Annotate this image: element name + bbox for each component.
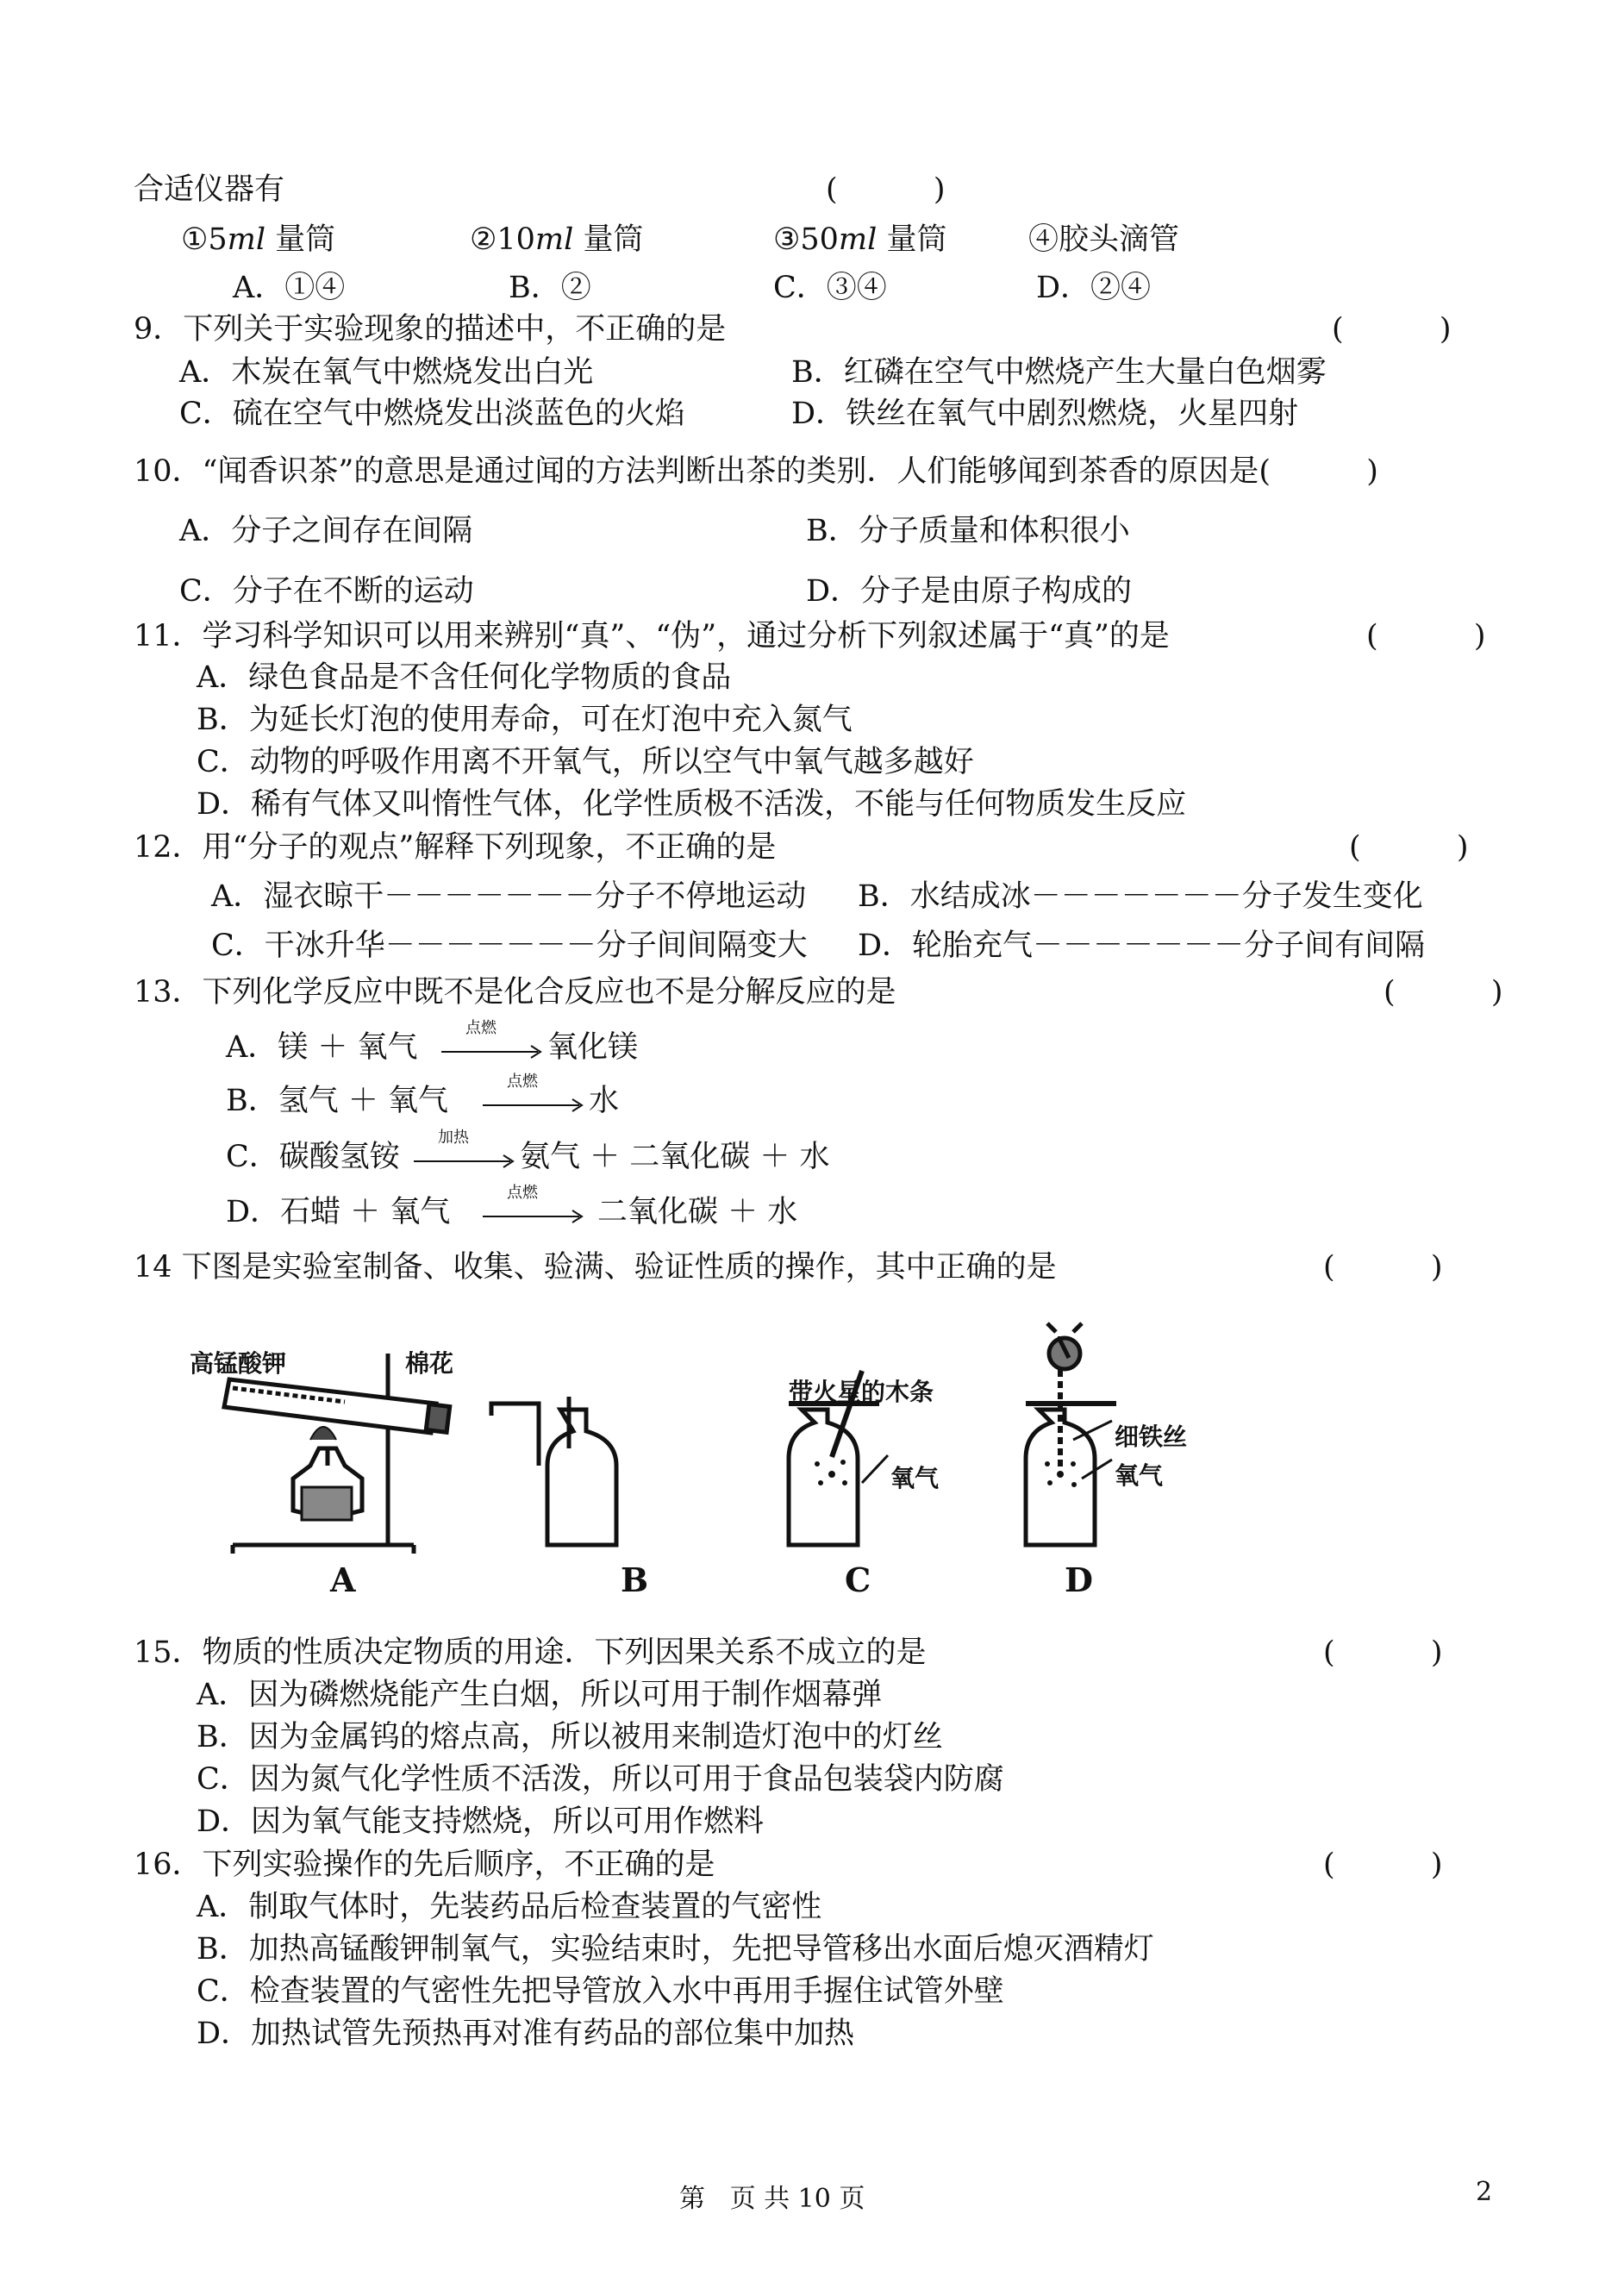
label-potassium-permanganate: 高锰酸钾 xyxy=(190,1349,287,1378)
q12-option-b: B．水结成冰－－－－－－－分子发生变化 xyxy=(858,879,1423,914)
figure-letter-d: D xyxy=(1065,1560,1093,1599)
q11-answer-paren: ( ) xyxy=(1366,619,1486,653)
label-oxygen-c: 氧气 xyxy=(890,1464,940,1492)
q11-stem: 11．学习科学知识可以用来辨别“真”、“伪”，通过分析下列叙述属于“真”的是 xyxy=(134,619,1170,653)
q13-option-c-reactants: C．碳酸氢铵 xyxy=(226,1140,400,1174)
q16-option-a: A．制取气体时，先装药品后检查装置的气密性 xyxy=(197,1890,822,1924)
q12-option-a: A．湿衣晾干－－－－－－－分子不停地运动 xyxy=(211,879,807,914)
q8-instrument-2: ②10ml 量筒 xyxy=(470,222,644,257)
q8-answer-paren: ( ) xyxy=(826,172,946,207)
q13-option-a-condition: 点燃 xyxy=(465,1019,497,1037)
q9-answer-paren: ( ) xyxy=(1332,312,1452,347)
q11-option-d: D．稀有气体又叫惰性气体，化学性质极不活泼，不能与任何物质发生反应 xyxy=(197,787,1187,822)
q12-option-c: C．干冰升华－－－－－－－分子间间隔变大 xyxy=(211,929,808,963)
q13-option-c-arrow xyxy=(414,1129,517,1170)
q13-option-b-condition: 点燃 xyxy=(507,1072,538,1091)
q8-option-d: D．②④ xyxy=(1036,271,1152,305)
q9-option-b: B．红磷在空气中燃烧产生大量白色烟雾 xyxy=(791,355,1327,390)
q8-option-b: B．② xyxy=(509,271,591,305)
q13-option-a-reactants: A．镁 ＋ 氧气 xyxy=(226,1030,418,1065)
q9-option-a: A．木炭在氧气中燃烧发出白光 xyxy=(179,355,594,390)
q9-stem: 9．下列关于实验现象的描述中，不正确的是 xyxy=(134,312,727,347)
q15-option-b: B．因为金属钨的熔点高，所以被用来制造灯泡中的灯丝 xyxy=(197,1720,943,1754)
figure-letter-a: A xyxy=(330,1560,356,1599)
q8-stem-tail: 合适仪器有 xyxy=(134,172,285,207)
figure-letter-c: C xyxy=(845,1560,871,1599)
q13-option-b-product: 水 xyxy=(589,1084,620,1118)
q9-option-d: D．铁丝在氧气中剧烈燃烧，火星四射 xyxy=(791,397,1299,431)
q15-option-a: A．因为磷燃烧能产生白烟，所以可用于制作烟幕弹 xyxy=(197,1678,883,1712)
q13-option-d-reactants: D．石蜡 ＋ 氧气 xyxy=(226,1195,451,1229)
label-glowing-splint: 带火星的木条 xyxy=(789,1378,934,1406)
q13-answer-paren: ( ) xyxy=(1384,975,1503,1010)
q16-option-b: B．加热高锰酸钾制氧气，实验结束时，先把导管移出水面后熄灭酒精灯 xyxy=(197,1932,1154,1967)
q13-option-d-arrow xyxy=(483,1184,586,1225)
q11-option-b: B．为延长灯泡的使用寿命，可在灯泡中充入氮气 xyxy=(197,703,853,737)
q16-option-d: D．加热试管先预热再对准有药品的部位集中加热 xyxy=(197,2017,855,2051)
q13-option-b-reactants: B．氢气 ＋ 氧气 xyxy=(226,1084,448,1118)
q10-stem: 10．“闻香识茶”的意思是通过闻的方法判断出茶的类别．人们能够闻到茶香的原因是( ) xyxy=(134,454,1378,489)
q10-option-a: A．分子之间存在间隔 xyxy=(179,514,473,548)
q11-option-a: A．绿色食品是不含任何化学物质的食品 xyxy=(197,660,732,695)
q8-instrument-3: ③50ml 量筒 xyxy=(773,222,947,257)
q14-stem: 14 下图是实验室制备、收集、验满、验证性质的操作，其中正确的是 xyxy=(134,1250,1057,1285)
q16-stem: 16．下列实验操作的先后顺序，不正确的是 xyxy=(134,1848,715,1882)
label-cotton: 棉花 xyxy=(405,1349,454,1378)
q15-option-d: D．因为氧气能支持燃烧，所以可用作燃料 xyxy=(197,1804,765,1839)
footer-page-number: 2 xyxy=(1476,2177,1493,2207)
q11-option-c: C．动物的呼吸作用离不开氧气，所以空气中氧气越多越好 xyxy=(197,745,974,779)
q8-option-c: C．③④ xyxy=(773,271,887,305)
q15-stem: 15．物质的性质决定物质的用途．下列因果关系不成立的是 xyxy=(134,1635,927,1670)
q12-answer-paren: ( ) xyxy=(1349,830,1469,865)
q13-option-d-products: 二氧化碳 ＋ 水 xyxy=(597,1195,798,1229)
q13-option-c-products: 氨气 ＋ 二氧化碳 ＋ 水 xyxy=(520,1140,830,1174)
q16-answer-paren: ( ) xyxy=(1323,1848,1443,1882)
q13-option-b-arrow xyxy=(483,1072,586,1114)
q10-option-c: C．分子在不断的运动 xyxy=(179,574,474,609)
q13-option-c-condition: 加热 xyxy=(438,1129,469,1147)
q15-answer-paren: ( ) xyxy=(1323,1635,1443,1670)
label-fine-iron-wire: 细铁丝 xyxy=(1115,1423,1188,1451)
q12-stem: 12．用“分子的观点”解释下列现象，不正确的是 xyxy=(134,830,777,865)
q13-option-a-arrow xyxy=(441,1019,545,1060)
q13-option-d-condition: 点燃 xyxy=(507,1184,538,1202)
q13-stem: 13．下列化学反应中既不是化合反应也不是分解反应的是 xyxy=(134,975,896,1010)
q10-option-d: D．分子是由原子构成的 xyxy=(806,574,1133,609)
q8-option-a: A．①④ xyxy=(233,271,346,305)
figure-letter-b: B xyxy=(621,1560,649,1599)
q9-option-c: C．硫在空气中燃烧发出淡蓝色的火焰 xyxy=(179,397,685,431)
q13-option-a-product: 氧化镁 xyxy=(547,1030,639,1065)
q8-instrument-4: ④胶头滴管 xyxy=(1028,222,1180,257)
q14-apparatus-figure xyxy=(172,1319,1267,1604)
label-oxygen-d: 氧气 xyxy=(1115,1461,1164,1490)
q10-option-b: B．分子质量和体积很小 xyxy=(806,514,1130,548)
footer-page-info: 第 页 共 10 页 xyxy=(679,2184,865,2214)
q15-option-c: C．因为氮气化学性质不活泼，所以可用于食品包装袋内防腐 xyxy=(197,1762,1004,1797)
q14-answer-paren: ( ) xyxy=(1323,1250,1443,1285)
q16-option-c: C．检查装置的气密性先把导管放入水中再用手握住试管外壁 xyxy=(197,1974,1004,2009)
q8-instrument-1: ①5ml 量筒 xyxy=(181,222,336,257)
q12-option-d: D．轮胎充气－－－－－－－分子间有间隔 xyxy=(858,929,1426,963)
